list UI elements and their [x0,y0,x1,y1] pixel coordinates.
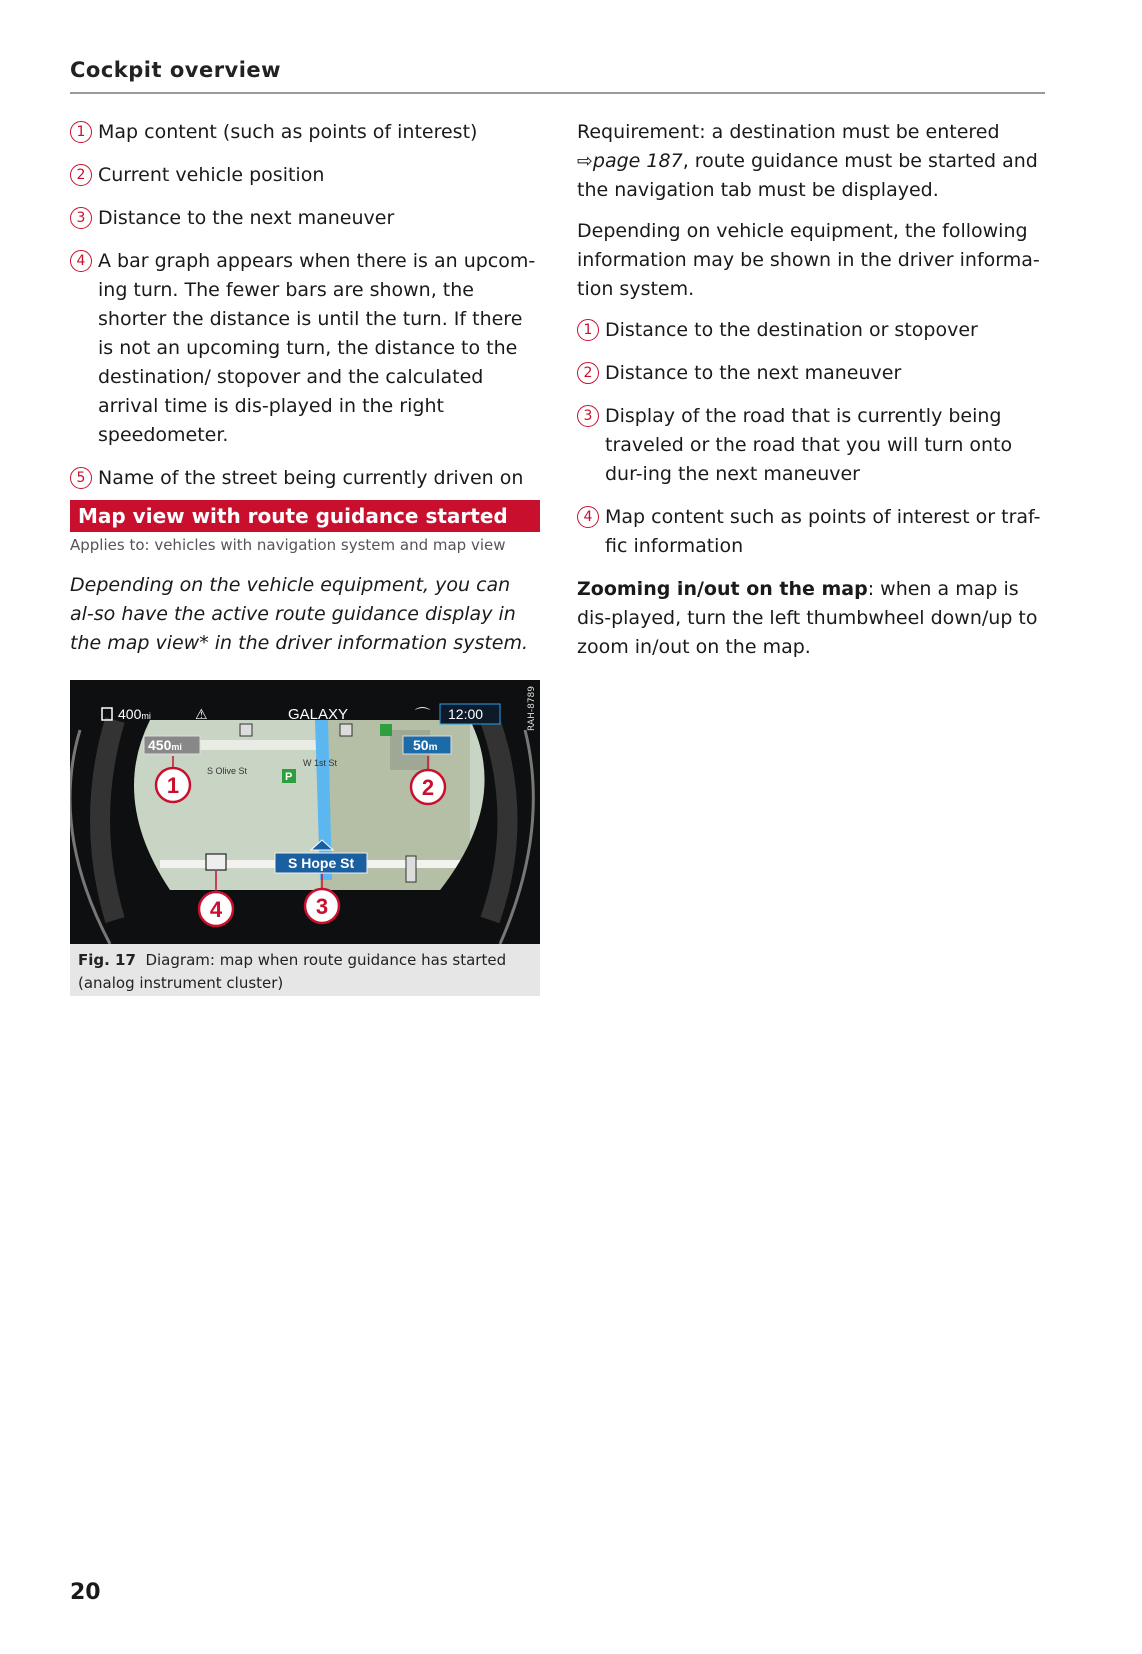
requirement-paragraph [577,118,1052,205]
figure-caption-text: Diagram: map when route guidance has started (analog instrument cluster) [78,951,507,992]
item-number: 5 [70,467,92,489]
zoom-heading: Zooming in/out on the map [577,578,868,600]
clock-time: 12:00 [448,706,484,722]
item-number: 4 [70,250,92,272]
right-distance-value: 50 [413,737,429,753]
zoom-text: : when a map is dis-played, turn the left thumbwheel down/up to zoom in/out on the map. [577,578,1038,658]
item-text: A bar graph appears when there is an upcom-ing turn. The fewer bars are shown, the shorter the distance is until the turn. If there is not an upcoming turn, the distance to the destination/ stopover and the calculated arrival time is dis-played in the right speedometer. [98,250,536,446]
page-header [70,58,1045,94]
item-number: 3 [70,207,92,229]
zoom-paragraph [577,575,1052,662]
item-text: Distance to the next maneuver [98,207,395,229]
item-text: Map content (such as points of interest) [98,121,478,143]
turn-icon: ⌒ [415,706,431,724]
arrow-icon: ⇨ [577,150,593,172]
street-label-first: W 1st St [303,758,338,768]
item-number: 4 [577,506,599,528]
map-diagram-svg [70,680,540,944]
item-text: Current vehicle position [98,164,325,186]
item-number: 3 [577,405,599,427]
list-item [577,316,1052,345]
list-item [70,204,540,233]
applies-to-note: Applies to: vehicles with navigation system and map view [70,536,506,554]
right-column [577,118,1052,674]
callout-number: 1 [166,773,180,798]
list-item [70,161,540,190]
requirement-text: Requirement: a destination must be entered [577,121,1000,143]
current-street-name: S Hope St [288,855,355,871]
list-item [70,118,540,147]
page-number: 20 [70,1580,101,1605]
list-item [577,359,1052,388]
item-number: 1 [577,319,599,341]
callout-number: 4 [209,897,223,922]
item-text: Distance to the destination or stopover [605,319,978,341]
item-text: Distance to the next maneuver [605,362,902,384]
parking-label: P [285,771,293,783]
left-distance-value: 450 [148,737,172,753]
poi-icon [240,724,252,736]
radio-station: GALAXY [288,706,349,723]
right-distance-unit: m [428,742,438,753]
figure-caption [70,944,540,996]
section-intro: Depending on the vehicle equipment, you can al-so have the active route guidance display in the map view* in the driver information system. [70,574,529,654]
page-header-title: Cockpit overview [70,58,282,82]
list-item [577,503,1052,561]
list-item [70,464,540,493]
street-label-olive: S Olive St [207,766,248,776]
poi-icon [340,724,352,736]
range-value: 400 [118,706,142,722]
poi-icon [380,724,392,736]
figure-label: Fig. 17 [78,951,136,969]
bar-graph-icon [406,856,416,882]
item-number: 1 [70,121,92,143]
range-unit: mi [141,711,151,721]
item-number: 2 [577,362,599,384]
warning-icon: ⚠ [195,707,208,723]
item-text: Display of the road that is currently being traveled or the road that you will turn onto dur-ing the next maneuver [605,405,1013,485]
callout-number: 3 [315,894,329,919]
item-text: Name of the street being currently driven on [98,467,524,489]
info-paragraph: Depending on vehicle equipment, the following information may be shown in the driver informa-tion system. [577,220,1040,300]
item-text: Map content such as points of interest or traf-fic information [605,506,1041,557]
item-number: 2 [70,164,92,186]
requirement-text-cont: , route guidance must be started and the navigation tab must be displayed. [577,150,1038,201]
left-column [70,118,540,507]
section-heading: Map view with route guidance started [70,500,540,532]
left-distance-unit: mi [171,742,182,752]
callout-number: 2 [421,775,435,800]
museum-icon [206,854,226,870]
list-item [577,402,1052,489]
figure-id: RAH-8789 [527,686,537,731]
page-reference-link[interactable]: page 187 [592,150,683,172]
figure-map-diagram [70,680,540,944]
list-item [70,247,540,450]
